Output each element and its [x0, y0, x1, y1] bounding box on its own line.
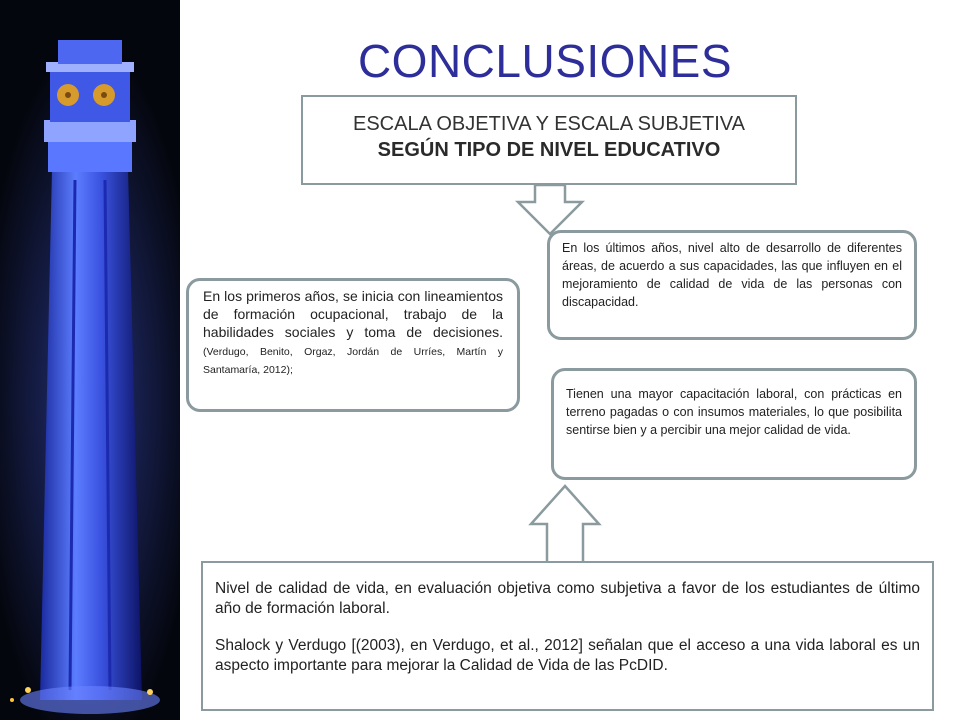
training-text: Tienen una mayor capacitación laboral, con prácticas en terreno pagadas o con insumos materiales, lo que posibilita sentirse bien y a percibir una mejor calidad de vida. [566, 387, 902, 437]
summary-box [201, 561, 934, 711]
early-years-text: En los primeros años, se inicia con lineamientos de formación ocupacional, trabajo de la habilidades sociales y toma de decisiones. [203, 288, 503, 340]
early-years-citation: (Verdugo, Benito, Orgaz, Jordán de Urríes, Martín y Santamaría, 2012); [203, 346, 503, 376]
early-years-box [186, 278, 520, 412]
heading-line-2: SEGÚN TIPO DE NIVEL EDUCATIVO [377, 139, 721, 161]
up-arrow-icon [525, 484, 605, 564]
page-title: CONCLUSIONES [357, 35, 733, 87]
recent-years-text: En los últimos años, nivel alto de desarrollo de diferentes áreas, de acuerdo a sus capacidades, las que influyen en el mejoramiento de calidad de vida de las personas con discapacidad. [562, 241, 902, 309]
summary-paragraph-1: Nivel de calidad de vida, en evaluación objetiva como subjetiva a favor de los estudiantes de último año de formación laboral. [215, 580, 920, 617]
down-arrow-icon [510, 184, 590, 236]
heading-line-1: ESCALA OBJETIVA Y ESCALA SUBJETIVA [352, 113, 746, 135]
topic-heading-box [301, 95, 797, 185]
summary-paragraph-2: Shalock y Verdugo [(2003), en Verdugo, et al., 2012] señalan que el acceso a una vida laboral es un aspecto importante para mejorar la Calidad de Vida de las PcDID. [215, 637, 920, 674]
recent-years-box [547, 230, 917, 340]
clock-tower-photo [0, 0, 180, 720]
training-box [551, 368, 917, 480]
